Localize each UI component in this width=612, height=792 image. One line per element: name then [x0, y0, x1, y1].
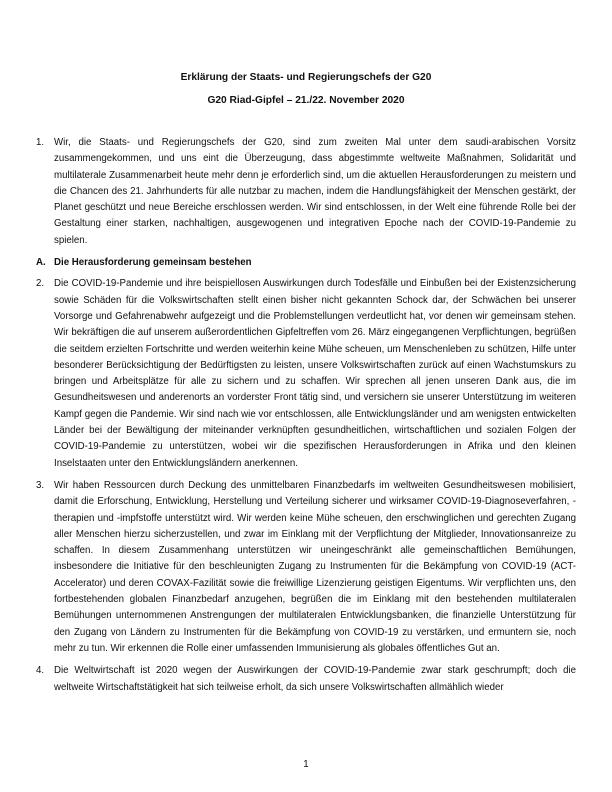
paragraph-text: Wir, die Staats- und Regierungschefs der G20, sind zum zweiten Mal unter dem saudi-arabischen Vorsitz zusammengekommen, und uns eint die Überzeugung, dass abgestimmte weltweite Maßnahmen, Solidarität und multilaterale Zusammenarbeit heute mehr denn je erforderlich sind, um die aktuellen Herausforderungen zu meistern und die Chancen des 21. Jahrhunderts für alle nutzbar zu machen, indem die Handlungsfähigkeit der Menschen gestärkt, der Planet geschützt und neue Bereiche erschlossen werden. Wir sind entschlossen, in der Welt eine führende Rolle bei der Gestaltung einer starken, nachhaltigen, ausgewogenen und integrativen Epoche nach der COVID-19-Pandemie zu spielen.	[54, 137, 576, 246]
paragraph-text: Wir haben Ressourcen durch Deckung des unmittelbaren Finanzbedarfs im weltweiten Gesundheitswesen mobilisiert, damit die Erforschung, Entwicklung, Herstellung und Verteilung sicherer und wirksamer COVID-19-Diagnoseverfahren, -therapien und -impfstoffe unterstützt wird. Wir werden keine Mühe scheuen, den erschwinglichen und gerechten Zugang aller Menschen hierzu sicherzustellen, und zwar im Einklang mit der Verpflichtung der Mitglieder, Innovationsanreize zu schaffen. In diesem Zusammenhang unterstützen wir uneingeschränkt alle gemeinschaftlichen Bemühungen, insbesondere die Initiative für den beschleunigten Zugang zu Instrumenten für die Bekämpfung von COVID-19 (ACT-Accelerator) und deren COVAX-Fazilität sowie die freiwillige Lizenzierung geistigen Eigentums. Wir verpflichten uns, den fortbestehenden globalen Finanzbedarf anzugehen, begrüßen die im Einklang mit den bestehenden multilateralen Bemühungen unternommenen Anstrengungen der multilateralen Entwicklungsbanken, die finanzielle Unterstützung für den Zugang von Ländern zu Instrumenten für die Bekämpfung von COVID-19 zu verstärken, und ermuntern sie, noch mehr zu tun. Wir erkennen die Rolle einer umfassenden Immunisierung als globales öffentliches Gut an.	[54, 479, 576, 654]
page-number: 1	[303, 759, 309, 770]
paragraph-text: Die Weltwirtschaft ist 2020 wegen der Auswirkungen der COVID-19-Pandemie zwar stark geschrumpft; doch die weltweite Wirtschaftstätigkeit hat sich teilweise erholt, da sich unsere Volkswirtschaften allmählich wieder	[54, 665, 576, 693]
paragraph-4	[36, 663, 576, 696]
paragraph-3	[36, 478, 576, 657]
paragraph-number: 3.	[36, 479, 45, 491]
document-body	[36, 135, 576, 702]
document-subtitle: G20 Riad-Gipfel – 21./22. November 2020	[207, 95, 405, 106]
section-title: Die Herausforderung gemeinsam bestehen	[54, 257, 252, 269]
paragraph-2	[36, 276, 576, 472]
paragraph-number: 1.	[36, 137, 45, 148]
document-title: Erklärung der Staats- und Regierungschefs der G20	[180, 72, 432, 83]
section-heading	[36, 255, 576, 271]
paragraph-1	[36, 135, 576, 249]
paragraph-number: 4.	[36, 665, 45, 677]
section-letter: A.	[36, 257, 46, 269]
paragraph-number: 2.	[36, 278, 45, 290]
paragraph-text: Die COVID-19-Pandemie und ihre beispiellosen Auswirkungen durch Todesfälle und Einbußen bei der Existenzsicherung sowie Schäden für die Volkswirtschaften stellt einen bisher nicht gekannten Schock dar, der Schwächen bei unserer Vorsorge und Gefahrenabwehr aufgezeigt und die Problemstellungen verdeutlicht hat, vor denen wir gemeinsam stehen. Wir bekräftigen die auf unserem außerordentlichen Gipfeltreffen vom 26. März eingegangenen Verpflichtungen, begrüßen die seitdem erzielten Fortschritte und werden weiterhin keine Mühe scheuen, um Menschenleben zu schützen, Hilfe unter besonderer Berücksichtigung der Bedürftigsten zu leisten, unsere Volkswirtschaften zurück auf einen Wachstumskurs zu bringen und Arbeitsplätze für alle zu sichern und zu schaffen. Wir sprechen all jenen unseren Dank aus, die im Gesundheitswesen und anderenorts an vorderster Front tätig sind, und versichern sie unserer Unterstützung im weiteren Kampf gegen die Pandemie. Wir sind nach wie vor entschlossen, alle Entwicklungsländer und am wenigsten entwickelten Länder bei der Bewältigung der miteinander verknüpften gesundheitlichen, wirtschaftlichen und sozialen Folgen der COVID-19-Pandemie zu unterstützen, wobei wir die spezifischen Herausforderungen in Afrika und den kleinen Inselstaaten unter den Entwicklungsländern anerkennen.	[54, 278, 576, 469]
